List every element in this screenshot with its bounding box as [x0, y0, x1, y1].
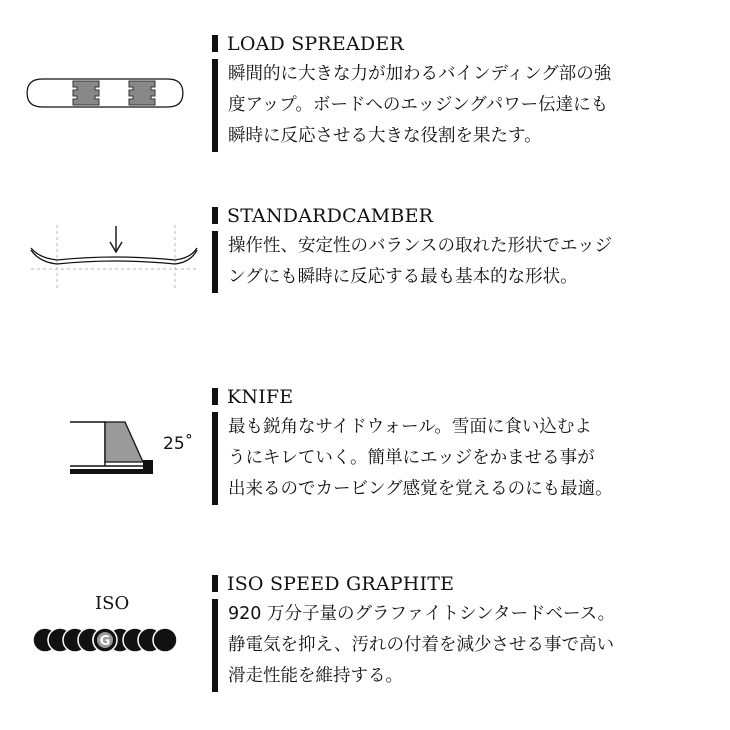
- feature-text: [212, 386, 712, 505]
- feature-description: 操作性、安定性のバランスの取れた形状でエッジ ングにも瞬時に反応する最も基本的な形状。: [228, 236, 613, 287]
- sidewall-angle-icon: [25, 416, 210, 486]
- feature-body: [212, 412, 712, 505]
- feature-body: [212, 59, 712, 152]
- feature-description: 瞬間的に大きな力が加わるバインディング部の強 度アップ。ボードへのエッジングパワー伝達にも 瞬時に反応させる大きな役割を果たす。: [228, 64, 612, 146]
- body-bar: [212, 412, 218, 505]
- feature-title: KNIFE: [227, 386, 294, 408]
- heading-bar: [212, 207, 218, 224]
- base-grade-scale-icon: [25, 593, 210, 663]
- feature-title: STANDARDCAMBER: [227, 205, 434, 227]
- snowboard-top-view-icon: [25, 73, 210, 118]
- feature-heading: [212, 386, 712, 408]
- heading-bar: [212, 35, 218, 52]
- feature-text: [212, 33, 712, 152]
- heading-bar: [212, 575, 218, 592]
- feature-text: [212, 573, 712, 692]
- feature-heading: [212, 33, 712, 55]
- angle-label: 25˚: [163, 434, 194, 454]
- body-bar: [212, 59, 218, 152]
- feature-title: LOAD SPREADER: [227, 33, 404, 55]
- feature-body: [212, 231, 712, 293]
- body-bar: [212, 231, 218, 293]
- scale-disc: [153, 628, 177, 652]
- heading-bar: [212, 388, 218, 405]
- scale-discs: [33, 628, 177, 652]
- feature-body: [212, 599, 712, 692]
- feature-heading: [212, 573, 712, 595]
- scale-mark-label: G: [99, 634, 111, 649]
- scale-label: ISO: [95, 593, 130, 614]
- feature-text: [212, 205, 712, 293]
- feature-title: ISO SPEED GRAPHITE: [227, 573, 455, 595]
- feature-heading: [212, 205, 712, 227]
- body-bar: [212, 599, 218, 692]
- camber-profile-icon: [25, 220, 210, 295]
- scale-mark: [93, 628, 117, 652]
- feature-description: 920 万分子量のグラファイトシンタードベース。 静電気を抑え、汚れの付着を減少させる事で高い 滑走性能を維持する。: [228, 604, 616, 686]
- feature-description: 最も鋭角なサイドウォール。雪面に食い込むよ うにキレていく。簡単にエッジをかませる事が 出来るのでカービング感覚を覚えるのにも最適。: [228, 417, 613, 499]
